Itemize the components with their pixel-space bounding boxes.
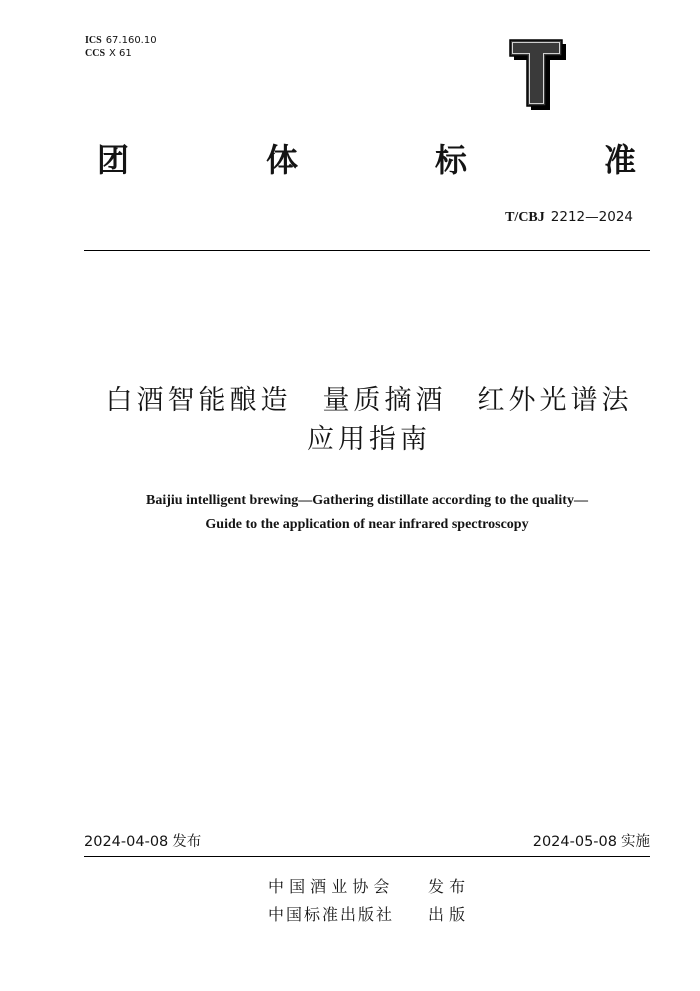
implement-date [533,833,650,851]
publish-date [84,833,201,851]
ics-label: ICS [85,35,102,46]
title-en [84,489,650,537]
heading-char: 体 [265,141,298,179]
ics-line [85,34,157,47]
title-en-line2: Guide to the application of near infrared spectroscopy [205,517,529,532]
top-divider [84,250,650,251]
heading-char: 标 [434,141,467,179]
issuer-action: 发 布 [428,877,466,896]
ccs-code: X 61 [109,48,132,59]
publisher-action: 出 版 [428,905,466,924]
implement-date-value: 2024-05-08 [532,834,617,850]
t-logo-icon [508,38,570,112]
implement-date-label: 实施 [621,834,650,850]
standard-prefix: T/CBJ [505,210,545,225]
ccs-line [85,47,157,60]
title-en-line1: Baijiu intelligent brewing—Gathering distillate according to the quality— [146,493,588,508]
standard-code: 2212—2024 [550,209,633,225]
standard-number [505,209,633,226]
heading-char: 准 [603,141,636,179]
document-type-heading [97,143,636,177]
publisher-org: 中国标准出版社 [268,905,395,924]
ics-code: 67.160.10 [105,35,157,46]
group-standard-t-logo [508,38,570,112]
publish-date-value: 2024-04-08 [84,834,169,850]
ccs-label: CCS [85,48,106,59]
title-zh-line1: 白酒智能酿造 量质摘酒 红外光谱法 [105,385,633,416]
issuer-org: 中 国 酒 业 协 会 [268,877,390,896]
title-zh-line2: 应用指南 [307,424,431,455]
classification-codes [85,34,157,60]
publish-date-label: 发布 [172,834,202,850]
heading-char: 团 [97,141,130,179]
bottom-divider [84,856,650,857]
